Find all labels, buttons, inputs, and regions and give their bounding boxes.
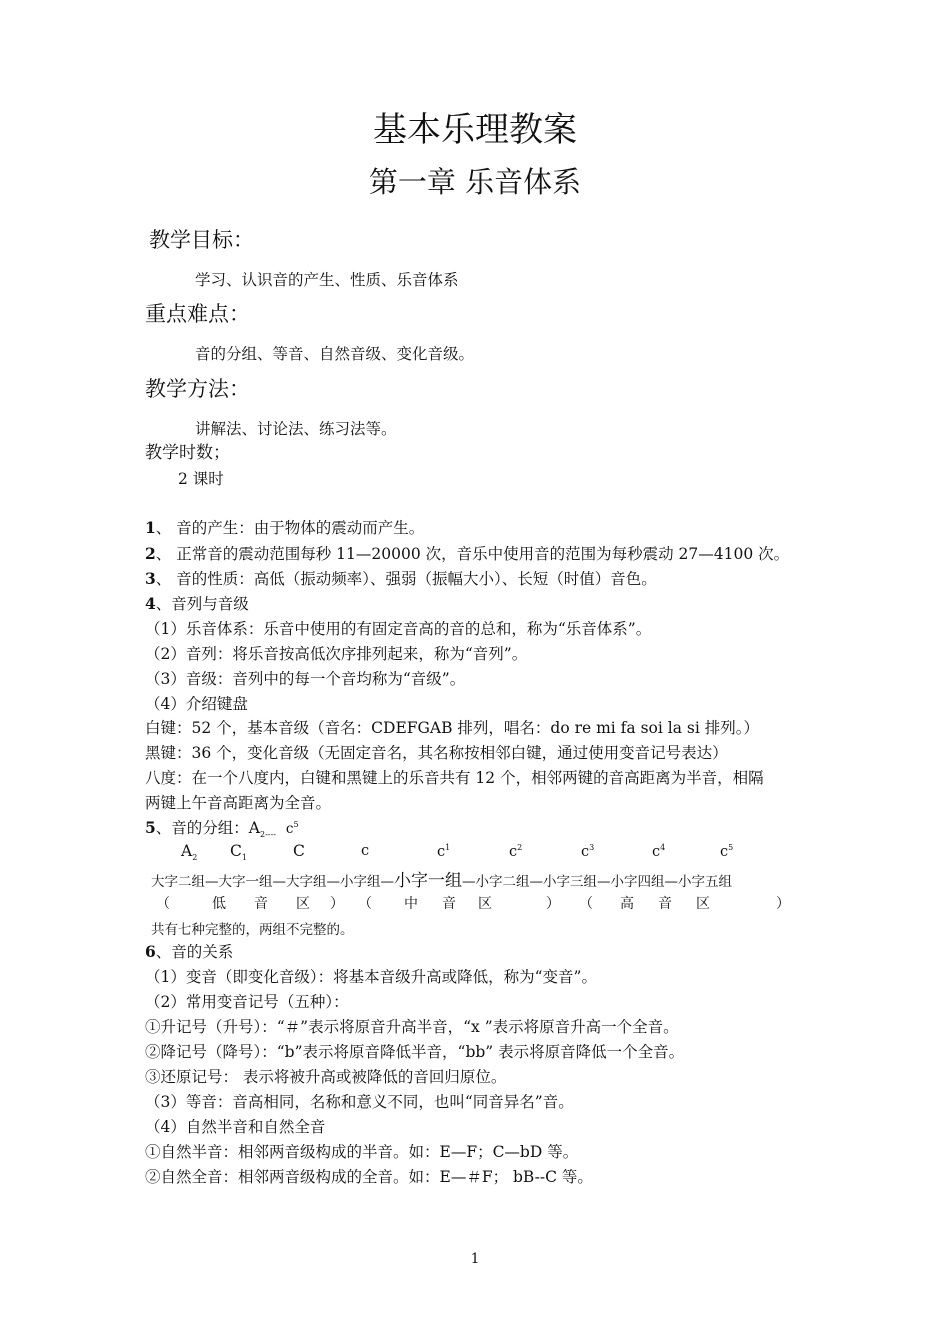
black-keys-line: 黑键：36 个，变化音级（无固定音名，其名称按相邻白键，通过使用变音记号表达） [145, 744, 728, 762]
pitch-label [361, 843, 369, 859]
item-4 [145, 592, 249, 614]
item-6-2a: ①升记号（升号）：“＃”表示将原音升高半音，“x ”表示将原音升高一个全音。 [145, 1018, 679, 1036]
octave-line-1: 八度：在一个八度内，白键和黑键上的乐音共有 12 个，相邻两键的音高距离为半音，相隔 [145, 769, 764, 787]
item-2 [145, 542, 789, 564]
method-heading: 教学方法： [145, 377, 250, 401]
pitch-base: c [720, 843, 729, 860]
pitch-base: c [652, 843, 661, 860]
item-6-4: （4）自然半音和自然全音 [145, 1118, 326, 1136]
pitch-sup: 4 [660, 843, 666, 852]
group-chain-part-b: —小字二组—小字三组—小字四组—小字五组 [462, 874, 732, 890]
region-char: 区 [296, 896, 310, 912]
item-4-1: （1）乐音体系：乐音中使用的有固定音高的音的总和，称为“乐音体系”。 [145, 620, 652, 638]
pitch-label [181, 842, 197, 862]
pitch-label [509, 843, 522, 860]
pitch-base: c [509, 843, 518, 860]
groups-note: 共有七种完整的，两组不完整的。 [151, 922, 354, 938]
pitch-label [293, 842, 305, 860]
item-6-1: （1）变音（即变化音级）：将基本音级升高或降低，称为“变音”。 [145, 968, 597, 986]
item-4-number: 4 [145, 594, 156, 613]
pitch-sup: 2 [517, 843, 523, 852]
region-open: （ [156, 896, 170, 912]
item-5-range-end: c [285, 821, 294, 837]
document-title: 基本乐理教案 [373, 110, 577, 150]
goal-text: 学习、认识音的产生、性质、乐音体系 [195, 271, 459, 289]
hours-text: 2 课时 [178, 470, 224, 488]
item-6-number: 6 [145, 942, 156, 961]
item-6 [145, 940, 233, 962]
white-keys-line: 白键：52 个，基本音级（音名：CDEFGAB 排列，唱名：do re mi fa soi la si 排列。） [145, 719, 759, 737]
hours-heading: 教学时数； [145, 443, 230, 463]
pitch-label [652, 843, 665, 860]
item-6-4a: ①自然半音：相邻两音级构成的半音。如：E—F；C—bD 等。 [145, 1143, 579, 1161]
pitch-sub: 1 [241, 853, 247, 863]
pitch-sup: 3 [589, 843, 595, 852]
region-open: （ [579, 896, 593, 912]
item-4-3: （3）音级：音列中的每一个音均称为“音级”。 [145, 670, 466, 688]
region-char: 高 [620, 896, 634, 912]
pitch-label [437, 843, 450, 860]
item-1 [145, 516, 424, 538]
item-2-number: 2 [145, 544, 156, 563]
focus-heading: 重点难点： [145, 302, 250, 326]
pitch-base: c [437, 843, 446, 860]
region-char: 区 [696, 896, 710, 912]
octave-line-2: 两键上午音高距离为全音。 [145, 794, 332, 812]
pitch-label [720, 843, 733, 860]
item-4-4: （4）介绍键盘 [145, 695, 248, 713]
group-chain-highlight: 小字一组 [394, 871, 462, 891]
item-5-range-sub: 2 [260, 830, 266, 840]
item-5-range-end-sup: 5 [293, 819, 299, 829]
item-3 [145, 567, 657, 589]
pitch-label [581, 843, 594, 860]
method-text: 讲解法、讨论法、练习法等。 [195, 420, 397, 438]
pitch-sub: 2 [192, 853, 198, 863]
pitch-base: c [361, 843, 370, 859]
pitch-base: C [230, 842, 242, 860]
group-chain-part-a: 大字二组—大字一组—大字组—小字组— [151, 874, 394, 890]
item-3-number: 3 [145, 569, 156, 588]
region-char: 音 [658, 896, 672, 912]
pitch-sup: 5 [728, 843, 734, 852]
region-open: （ [358, 896, 372, 912]
item-2-text: 、 正常音的震动范围每秒 11—20000 次，音乐中使用音的范围为每秒震动 27—4100 次。 [155, 545, 790, 563]
item-5-range-dash: ---- [265, 830, 276, 840]
region-char: 低 [212, 896, 226, 912]
pitch-base: C [293, 842, 305, 860]
item-5-text: 、音的分组：A [155, 819, 260, 837]
goal-heading: 教学目标： [149, 228, 254, 252]
item-6-2c: ③还原记号： 表示将被升高或被降低的音回归原位。 [145, 1068, 507, 1086]
region-char: 中 [404, 896, 418, 912]
region-char: 音 [254, 896, 268, 912]
focus-text: 音的分组、等音、自然音级、变化音级。 [195, 345, 475, 363]
item-4-text: 、音列与音级 [155, 595, 249, 613]
item-6-2: （2）常用变音记号（五种）： [145, 993, 349, 1011]
item-1-number: 1 [145, 518, 156, 537]
item-6-3: （3）等音：音高相同，名称和意义不同，也叫“同音异名”音。 [145, 1093, 574, 1111]
region-close: ） [330, 896, 344, 912]
item-6-text: 、音的关系 [155, 943, 234, 961]
page-number: 1 [470, 1251, 480, 1267]
region-char: 区 [478, 896, 492, 912]
chapter-title: 第一章 乐音体系 [368, 165, 582, 199]
item-5-number: 5 [145, 818, 156, 837]
pitch-sup: 1 [445, 843, 451, 852]
pitch-base: A [181, 842, 193, 860]
item-3-text: 、 音的性质：高低（振动频率）、强弱（振幅大小）、长短（时值）音色。 [155, 570, 657, 588]
region-char: 音 [442, 896, 456, 912]
item-6-4b: ②自然全音：相邻两音级构成的全音。如：E—＃F； bB--C 等。 [145, 1168, 593, 1186]
region-close: ） [776, 896, 790, 912]
item-1-text: 、 音的产生：由于物体的震动而产生。 [155, 519, 425, 537]
item-6-2b: ②降记号（降号）：“b”表示将原音降低半音，“bb” 表示将原音降低一个全音。 [145, 1043, 685, 1061]
pitch-label [230, 842, 247, 862]
pitch-base: c [581, 843, 590, 860]
group-chain [151, 866, 732, 891]
region-close: ） [546, 896, 560, 912]
item-4-2: （2）音列：将乐音按高低次序排列起来，称为“音列”。 [145, 645, 528, 663]
item-5 [145, 816, 299, 839]
